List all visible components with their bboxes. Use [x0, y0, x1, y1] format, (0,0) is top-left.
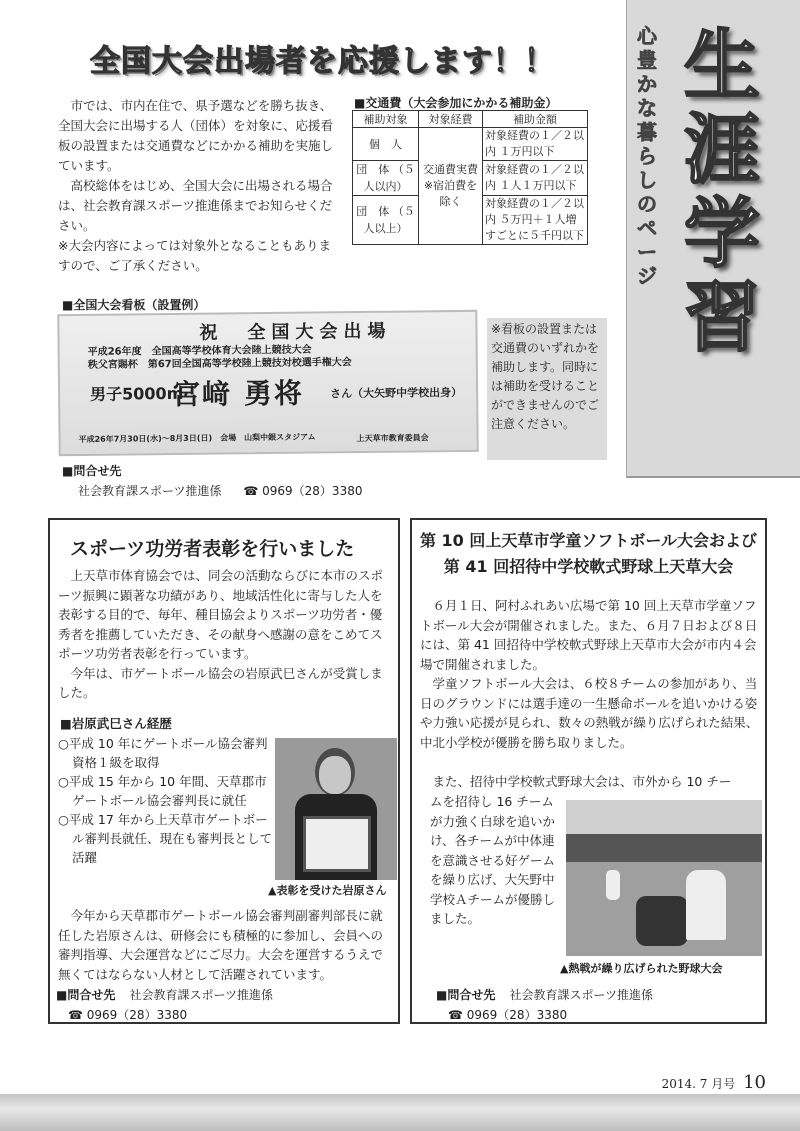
- photo-catcher: [636, 896, 688, 946]
- subsidy-target: 団 体 （５人以内）: [353, 161, 419, 196]
- subsidy-amount: 対象経費の１／２以内 １万円以下: [483, 128, 588, 161]
- contact-heading: ■問合せ先: [62, 464, 122, 478]
- subsidy-target: 団 体 （５人以上）: [353, 196, 419, 245]
- photo-batter: [686, 870, 726, 940]
- list-item: ○平成 10 年にゲートボール協会審判資格１級を取得: [58, 736, 268, 770]
- award-photo: [275, 738, 397, 880]
- subsidy-amount: 対象経費の１／２以内 ５万円＋１人増すごとに５千円以下: [483, 196, 588, 245]
- sign-event: 男子5000m: [90, 383, 184, 404]
- intro-paragraph: 高校総体をはじめ、全国大会に出場される場合は、社会教育課スポーツ推進係までお知らせください。: [58, 178, 333, 233]
- contact-heading: ■問合せ先: [56, 988, 116, 1002]
- contact-block: [436, 986, 653, 1023]
- sign-date: 平成26年7月30日(水)～8月3日(日) 会場 山梨中銀スタジアム: [78, 432, 316, 444]
- sign-honorific: さん（大矢野中学校出身）: [330, 385, 463, 401]
- column-header: 補助金額: [483, 111, 588, 128]
- contact-detail: [78, 482, 362, 499]
- intro-paragraph: 市では、市内在住で、県予選などを勝ち抜き、全国大会に出場する人（団体）を対象に、応援看板の設置または交通費などにかかる補助を実施しています。: [58, 98, 334, 173]
- contact-phone: ☎ 0969（28）3380: [243, 484, 363, 498]
- page-headline: 全国大会出場者を応援します！！: [90, 44, 555, 79]
- table-row: [353, 128, 588, 161]
- right-paragraph-3a: また、招待中学校軟式野球大会は、市外から 10 チー: [432, 774, 732, 789]
- left-article-body: [58, 566, 392, 703]
- career-title: ■岩原武巳さん経歴: [60, 716, 172, 731]
- left-paragraph: 上天草市体育協会では、同会の活動ならびに本市のスポーツ振興に顕著な功績があり、地域活性化に寄与した人を表彰する目的で、毎年、種目協会よりスポーツ功労者・優秀者を推薦していただき、その献身へ感謝の意をこめてスポーツ功労者表彰を行っています。: [58, 568, 384, 661]
- page-number: 10: [743, 1072, 766, 1093]
- section-sidebar: [626, 0, 800, 478]
- sign-line2a: 平成26年度 全国高等学校体育大会陸上競技大会: [87, 344, 312, 358]
- sign-line2b: 秩父宮賜杯 第67回全国高等学校陸上競技対校選手権大会: [87, 357, 352, 371]
- right-article-body: [420, 596, 760, 752]
- right-paragraph: ６月１日、阿村ふれあい広場で第 10 回上天草市学童ソフトボール大会が開催されました。また、６月７日および８日には、第 41 回招待中学校軟式野球上天草市大会が市内４会場で開催されました。: [420, 598, 758, 672]
- contact-dept: 社会教育課スポーツ推進係: [78, 484, 222, 498]
- sign-org: 上天草市教育委員会: [356, 433, 429, 444]
- page-footer: [662, 1072, 766, 1093]
- subsidy-amount: 対象経費の１／２以内 １人１万円以下: [483, 161, 588, 196]
- right-heading-line2: 第 41 回招待中学校軟式野球上天草大会: [443, 557, 734, 576]
- career-list: [58, 734, 272, 867]
- sign-line2: [88, 343, 352, 372]
- photo-trees: [566, 834, 762, 862]
- footer-bar: [0, 1094, 800, 1131]
- list-item: ○平成 15 年から 10 年間、天草郡市ゲートボール協会審判長に就任: [58, 774, 267, 808]
- contact-phone: ☎ 0969（28）3380: [68, 1008, 188, 1022]
- baseball-photo: [566, 800, 762, 956]
- subsidy-cost: 交通費実費 ※宿泊費を除く: [419, 128, 483, 245]
- right-article-heading: [412, 528, 765, 580]
- photo-player: [606, 870, 620, 900]
- right-heading-line1: 第 10 回上天草市学童ソフトボール大会および: [419, 531, 758, 550]
- list-item: ○平成 17 年から上天草市ゲートボール審判長就任、現在も審判長として活躍: [58, 812, 273, 865]
- baseball-photo-caption: ▲熱戦が繰り広げられた野球大会: [560, 962, 723, 975]
- sign-label: ■全国大会看板（設置例）: [62, 298, 206, 312]
- contact-phone: ☎ 0969（28）3380: [448, 1008, 568, 1022]
- right-paragraph: 学童ソフトボール大会は、６校８チームの参加があり、当日のグラウンドには選手達の一生懸命ボールを追いかける姿や力強い応援が見られ、数々の熱戦が繰り広げられた結果、中北小学校が優勝を勝ち取りました。: [420, 676, 759, 750]
- left-paragraph: 今年は、市ゲートボール協会の岩原武巳さんが受賞しました。: [58, 665, 383, 700]
- sign-line1: 祝 全国大会出場: [199, 320, 392, 344]
- right-paragraph-3b: ムを招待し 16 チームが力強く白球を追いかけ、各チームが中体連を意識させる好ゲームを繰り広げ、大矢野中学校Ａチームが優勝しました。: [430, 794, 556, 926]
- column-header: 補助対象: [353, 111, 419, 128]
- sign-athlete-name: 宮﨑 勇将: [171, 376, 305, 412]
- photo-face: [319, 756, 351, 794]
- intro-note: ※大会内容によっては対象外となることもありますので、ご了承ください。: [58, 238, 331, 273]
- contact-block: [62, 462, 362, 499]
- issue-label: 2014. 7 月号: [661, 1077, 736, 1091]
- contact-heading-line: [436, 986, 653, 1003]
- left-article-heading: スポーツ功労者表彰を行いました: [70, 538, 355, 560]
- sign-note: ※看板の設置または交通費のいずれかを補助します。同時には補助を受けることができませんのでご注意ください。: [487, 318, 607, 460]
- left-paragraph-2: 今年から天草郡市ゲートボール協会審判副審判部長に就任した岩原さんは、研修会にも積極的に参加し、会員への審判指導、大会運営などにご尽力。大会を運営するうえで無くてはならない人材として活躍されています。: [58, 908, 384, 982]
- award-photo-caption: ▲表彰を受けた岩原さん: [268, 884, 387, 897]
- column-header: 対象経費: [419, 111, 483, 128]
- subsidy-title: ■交通費（大会参加にかかる補助金）: [354, 96, 558, 110]
- contact-heading-line: [56, 986, 273, 1003]
- sign-example-image: [57, 310, 478, 456]
- contact-dept: 社会教育課スポーツ推進係: [129, 988, 274, 1002]
- contact-block: [56, 986, 273, 1023]
- contact-heading: ■問合せ先: [436, 988, 496, 1002]
- sidebar-subtitle: 心豊かな暮らしのページ: [637, 24, 657, 288]
- photo-certificate: [303, 816, 371, 872]
- sidebar-title: 生涯学習: [684, 21, 760, 362]
- contact-dept: 社会教育課スポーツ推進係: [509, 988, 654, 1002]
- subsidy-target: 個 人: [353, 128, 419, 161]
- table-header-row: [353, 111, 588, 128]
- intro-text: [58, 96, 343, 276]
- subsidy-table: [352, 110, 588, 245]
